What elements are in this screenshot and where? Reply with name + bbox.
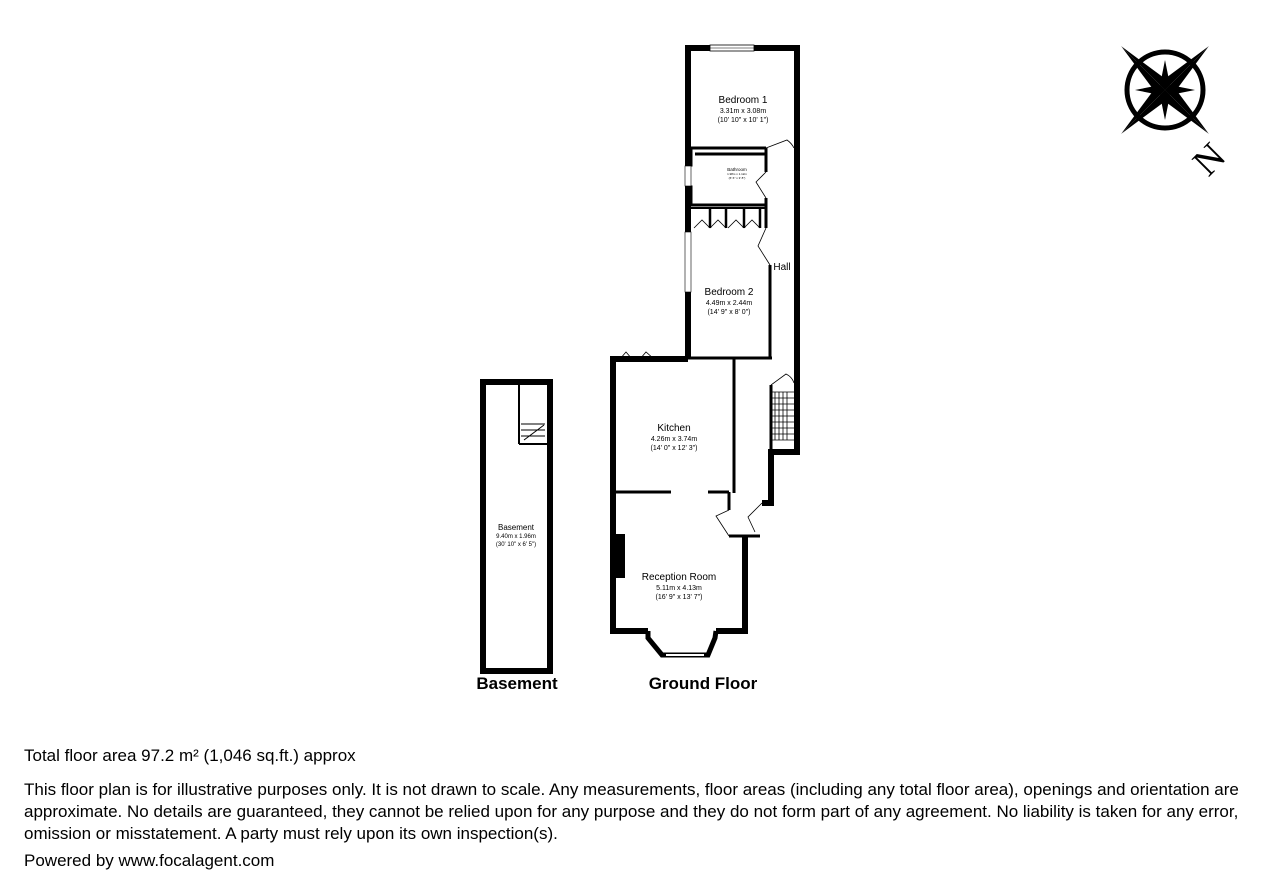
bedroom2-dim-ft: (14' 9" x 8' 0") — [707, 309, 751, 316]
door-swings — [620, 140, 794, 536]
reception-name: Reception Room — [641, 572, 717, 583]
disclaimer-text: This floor plan is for illustrative purposes only. It is not drawn to scale. Any measurements, floor areas (including any total floor area), openings and orientation are approximate. No details are guaranteed, they cannot be relied upon for any purpose and they do not form part of any agreement. No liability is taken for any error, omission or misstatement. A party must rely upon its own inspection(s). — [24, 780, 1239, 843]
hall-name: Hall — [773, 262, 791, 273]
interior-walls — [616, 148, 772, 536]
bay-window — [648, 631, 716, 655]
bedroom2-name: Bedroom 2 — [704, 287, 754, 298]
bedroom2-dim-m: 4.49m x 2.44m — [705, 300, 753, 307]
basement-room-dim-ft: (30' 10" x 6' 5") — [495, 542, 537, 548]
basement-room-dim-m: 9.40m x 1.96m — [496, 534, 536, 540]
ground-floor-stairs — [771, 392, 794, 440]
bedroom1-dim-ft: (10' 10" x 10' 1") — [717, 117, 769, 124]
bedroom2-window — [685, 232, 691, 292]
bedroom1-dim-m: 3.31m x 3.08m — [719, 108, 767, 115]
ground-floor-label: Ground Floor — [648, 674, 758, 693]
kitchen-name: Kitchen — [657, 423, 691, 434]
room-labels — [642, 95, 791, 601]
basement-stairs — [519, 385, 547, 444]
basement-floor-label: Basement — [476, 674, 558, 693]
basement-room-name: Basement — [497, 523, 535, 532]
compass-north-label: N — [1184, 134, 1235, 185]
kitchen-dim-m: 4.26m x 3.74m — [650, 436, 698, 443]
fireplace — [616, 534, 625, 578]
reception-dim-m: 5.11m x 4.13m — [656, 585, 702, 592]
bathroom-name: Bathroom — [727, 167, 747, 172]
wardrobe-doors — [688, 208, 766, 228]
compass-rose-icon — [1077, 2, 1252, 177]
bathroom-dim-ft: (6' 6" x 3' 8") — [728, 176, 746, 180]
kitchen-dim-ft: (14' 0" x 12' 3") — [650, 445, 698, 452]
total-floor-area: Total floor area 97.2 m² (1,046 sq.ft.) approx — [24, 746, 356, 765]
bathroom-dim-m: 1.98m x 1.12m — [727, 172, 747, 176]
wall-block — [686, 150, 692, 166]
bathroom-window — [685, 166, 691, 186]
basement-plan — [483, 382, 550, 671]
bedroom1-name: Bedroom 1 — [718, 95, 768, 106]
wall-block — [686, 186, 692, 204]
powered-by-text: Powered by www.focalagent.com — [24, 851, 275, 870]
ground-floor-plan — [613, 45, 797, 657]
reception-dim-ft: (16' 9" x 13' 7") — [655, 594, 703, 601]
